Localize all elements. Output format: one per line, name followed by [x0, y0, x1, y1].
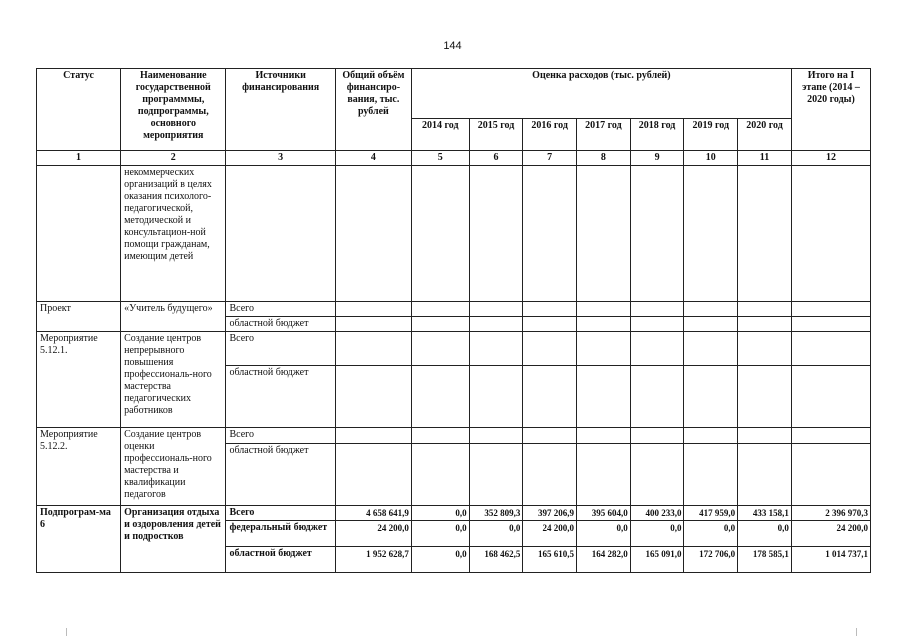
- value-cell: [523, 166, 577, 302]
- project-name: «Учитель будущего»: [121, 302, 226, 332]
- header-year: 2019 год: [684, 119, 738, 151]
- total-value: 24 200,0: [335, 521, 411, 547]
- header-name: Наименование государственной программмы, подпрограммы, основного мероприятия: [121, 69, 226, 151]
- value-cell: [738, 166, 792, 302]
- column-number: 3: [226, 151, 335, 166]
- subprogram-source: федеральный бюджет: [226, 521, 335, 547]
- year-value: 0,0: [411, 506, 469, 521]
- year-value: 0,0: [630, 521, 684, 547]
- project-source-regional: областной бюджет: [226, 317, 335, 332]
- year-value: 352 809,3: [469, 506, 523, 521]
- column-number: 2: [121, 151, 226, 166]
- budget-table: [36, 68, 871, 573]
- table-row: [37, 332, 871, 366]
- column-number: 11: [738, 151, 792, 166]
- stage-total-value: 24 200,0: [791, 521, 870, 547]
- value-cell: [469, 166, 523, 302]
- source-cell: [226, 166, 335, 302]
- table-row: [37, 166, 871, 302]
- column-number: 1: [37, 151, 121, 166]
- year-value: 395 604,0: [577, 506, 631, 521]
- column-number: 10: [684, 151, 738, 166]
- value-cell: [577, 166, 631, 302]
- year-value: 165 091,0: [630, 547, 684, 573]
- status-cell: [37, 166, 121, 302]
- project-status: Проект: [37, 302, 121, 332]
- header-year: 2014 год: [411, 119, 469, 151]
- year-value: 0,0: [469, 521, 523, 547]
- header-sources: Источники финансирования: [226, 69, 335, 151]
- header-year: 2015 год: [469, 119, 523, 151]
- column-number: 12: [791, 151, 870, 166]
- year-value: 417 959,0: [684, 506, 738, 521]
- column-number: 4: [335, 151, 411, 166]
- stage-total-value: 1 014 737,1: [791, 547, 870, 573]
- subprogram-source: Всего: [226, 506, 335, 521]
- subprogram-source: областной бюджет: [226, 547, 335, 573]
- subprogram-status: Подпрограм-ма 6: [37, 506, 121, 573]
- table-row: [37, 302, 871, 317]
- header-total-volume: Общий объём финансиро-вания, тыс. рублей: [335, 69, 411, 151]
- page-number: 144: [443, 40, 462, 52]
- column-number: 5: [411, 151, 469, 166]
- m5121-name: Создание центров непрерывного повышения профессиональ-ного мастерства педагогических работников: [121, 332, 226, 428]
- year-value: 0,0: [411, 547, 469, 573]
- column-number: 9: [630, 151, 684, 166]
- project-source-total: Всего: [226, 302, 335, 317]
- table-row: [37, 506, 871, 521]
- value-cell: [630, 166, 684, 302]
- column-number: 8: [577, 151, 631, 166]
- year-value: 164 282,0: [577, 547, 631, 573]
- value-cell: [684, 166, 738, 302]
- m5122-name: Создание центров оценки профессиональ-ного мастерства и квалификации педагогов: [121, 428, 226, 506]
- m5122-source-regional: областной бюджет: [226, 444, 335, 506]
- value-cell: [411, 166, 469, 302]
- scan-mark: [66, 628, 67, 636]
- total-value: 1 952 628,7: [335, 547, 411, 573]
- header-year: 2016 год: [523, 119, 577, 151]
- column-number-row: [37, 151, 871, 166]
- year-value: 397 206,9: [523, 506, 577, 521]
- subprogram-name: Организация отдыха и оздоровления детей и подростков: [121, 506, 226, 573]
- header-year: 2020 год: [738, 119, 792, 151]
- header-year: 2017 год: [577, 119, 631, 151]
- m5121-source-total: Всего: [226, 332, 335, 366]
- column-number: 6: [469, 151, 523, 166]
- year-value: 433 158,1: [738, 506, 792, 521]
- table-row: [37, 428, 871, 444]
- m5122-status: Мероприятие 5.12.2.: [37, 428, 121, 506]
- value-cell: [791, 166, 870, 302]
- stage-total-value: 2 396 970,3: [791, 506, 870, 521]
- year-value: 400 233,0: [630, 506, 684, 521]
- m5121-source-regional: областной бюджет: [226, 366, 335, 428]
- header-stage-total: Итого на I этапе (2014 – 2020 годы): [791, 69, 870, 151]
- total-value: 4 658 641,9: [335, 506, 411, 521]
- year-value: 178 585,1: [738, 547, 792, 573]
- year-value: 0,0: [738, 521, 792, 547]
- column-number: 7: [523, 151, 577, 166]
- year-value: 172 706,0: [684, 547, 738, 573]
- header-status: Статус: [37, 69, 121, 151]
- header-estimate: Оценка расходов (тыс. рублей): [411, 69, 791, 119]
- scan-mark: [856, 628, 857, 636]
- year-value: 168 462,5: [469, 547, 523, 573]
- continuation-text: некоммерческих организаций в целях оказания психолого-педагогической, методической и консультацион-ной помощи гражданам, имеющим детей: [121, 166, 226, 302]
- value-cell: [335, 166, 411, 302]
- year-value: 0,0: [577, 521, 631, 547]
- header-year: 2018 год: [630, 119, 684, 151]
- year-value: 165 610,5: [523, 547, 577, 573]
- m5122-source-total: Всего: [226, 428, 335, 444]
- year-value: 24 200,0: [523, 521, 577, 547]
- year-value: 0,0: [411, 521, 469, 547]
- year-value: 0,0: [684, 521, 738, 547]
- m5121-status: Мероприятие 5.12.1.: [37, 332, 121, 428]
